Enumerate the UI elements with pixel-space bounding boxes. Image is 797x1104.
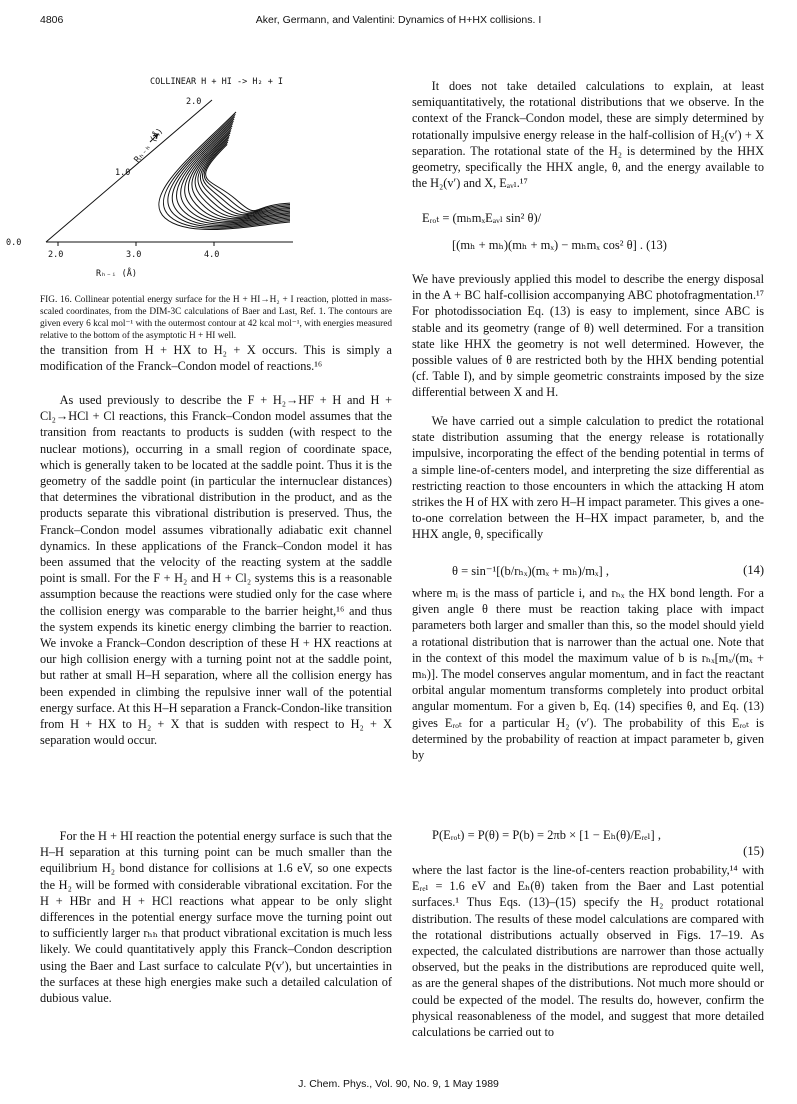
right-paragraph-5: where the last factor is the line-of-centers reaction probability,¹⁴ with Eᵣₑₗ = 1.6 eV and Eₕ(θ) taken from the Baer and Last potential surfaces.¹ Thus Eqs. (13)–(15) specify the H₂ product rotational distribution. The results of these model calculations are compared with the rotational distributions actually observed in Figs. 17–19. As expected, the calculated distributions are narrower than those actually observed, but the peaks in the distributions are reproduced quite well, as are the general shapes of the distributions. Not much more should or could be expected of the model. The results do, however, confirm the physical reasonableness of the model, and suggest that more detailed calculations be carried out to [412, 863, 764, 1040]
page-number: 4806 [40, 14, 64, 26]
x-tick-3: 3.0 [126, 250, 142, 260]
x-tick-marks [58, 242, 214, 246]
right-paragraph-3: We have carried out a simple calculation to predict the rotational state distribution assuming that the energy release is rotationally impulsive, incorporating the effect of the bending potential in terms of a simple line-of-centers model, and interpreting the size differential as restricting reaction to those encounters in which the attacking H atom strikes the H of HX with zero H–H impact parameter. This gives a one-to-one correlation between the H–HX impact parameter, b, and the HHX angle, θ, specifically [412, 414, 764, 542]
running-title: Aker, Germann, and Valentini: Dynamics of H+HX collisions. I [255, 14, 542, 26]
x-tick-4: 4.0 [204, 250, 220, 260]
y-axis-label: Rₕ₋ₕ (Å) [132, 126, 166, 165]
figure-caption: FIG. 16. Collinear potential energy surface for the H + HI→H₂ + I reaction, plotted in mass-scaled coordinates, from the DIM-3C calculations of Baer and Last, Ref. 1. The contours are given every 6 kcal mol⁻¹ with the outermost contour at 42 kcal mol⁻¹, with energies measured relative to the bottom of the asymptotic H + HI well. [40, 295, 392, 342]
x-tick-2: 2.0 [48, 250, 64, 260]
x-axis-label: Rₕ₋ᵢ (Å) [96, 269, 137, 279]
y-tick-2: 2.0 [186, 97, 202, 107]
left-paragraph-2: As used previously to describe the F + H₂→HF + H and H + Cl₂→HCl + Cl reactions, this Franck–Condon model assumes that the transition from reactants to products is sudden (with respect to the nuclear motions), occurring in a small region of coordinate space, which is generally taken to be located at the saddle point. Thus it is the geometry of the saddle point (in particular the internuclear distances) that determines the vibrational distribution in the product, and as the products separate this vibrational distribution is preserved. Thus, the Franck–Condon model assumes vibrationally adiabatic exit channel dynamics. In these applications of the Franck–Condon model it has been assumed that the velocity of the reacting system at the saddle point is small. For the F + H₂ and H + Cl₂ systems this is a reasonable assumption because the reactions were studied only for the case where the collision energy was comparable to the barrier height,¹⁶ and thus the system expends its kinetic energy climbing the barrier to reaction. We invoke a Franck–Condon description of these H + HX reactions at our high collision energy with a turning point not at the saddle point, but rather at small H–H separation, where all the collision energy has been expended in climbing the repulsive inner wall of the potential energy surface. At this H–H separation a Franck-Condon-like transition from H + HX to H₂ + X that is sudden with respect to H₂ + X separation would occur. [40, 393, 392, 748]
journal-footer: J. Chem. Phys., Vol. 90, No. 9, 1 May 1989 [298, 1078, 499, 1090]
equation-14-number: (14) [743, 563, 764, 577]
contour-line [204, 142, 290, 212]
right-paragraph-2: We have previously applied this model to describe the energy disposal in the A + BC half-collision accompanying ABC photofragmentation.¹⁷ For photodissociation Eq. (13) is easy to implement, since ABC is stable and its geometry (range of θ) well determined. For a transition state like HHX the geometry is not well determined. However, the possible values of θ are restricted both by the HHX bending potential (cf. Table I), and by simple geometric constraints imposed by the size differential between X and H. [412, 272, 764, 400]
equation-15-number: (15) [743, 844, 764, 858]
left-paragraph-3: For the H + HI reaction the potential energy surface is such that the H–H separation at this turning point can be much smaller than the equilibrium H₂ bond distance for collisions at 1.6 eV, so one expects the H₂ will be formed with considerable vibrational excitation. For the H + HBr and H + HCl reactions what appear to be only slight differences in the potential energy surface move the turning point out to sufficiently larger rₕₕ that product vibrational excitation is much less likely. We could quantitatively apply this Franck–Condon description using the Baer and Last surface to calculate P(v′), but uncertainties in the surfaces at these high energies make such a detailed calculation of dubious value. [40, 829, 392, 1006]
figure-title: COLLINEAR H + HI -> H₂ + I [150, 77, 284, 87]
right-paragraph-4: where mᵢ is the mass of particle i, and rₕₓ the HX bond length. For a given angle θ there must be reaction taking place with impact parameters both larger and smaller than this, so the model should yield a rotational distribution that is narrower than the actual one. Note that in the context of this model the maximum value of b is rₕₓ[mₓ/(mₓ + mₕ)]. The model conserves angular momentum, and in fact the reactant orbital angular momentum transforms completely into product orbital angular momentum. For a given b, Eq. (14) specifies θ, and Eq. (13) gives Eᵣₒₜ for a particular H₂ (v′). The probability of this Eᵣₒₜ is determined by the probability of reaction at impact parameter b, given by [412, 586, 764, 763]
equation-13-line-2: [(mₕ + mₕ)(mₕ + mₓ) − mₕmₓ cos² θ] . (13) [452, 238, 667, 252]
potential-contours [159, 112, 290, 229]
y-tick-0: 0.0 [6, 238, 22, 248]
contour-figure [0, 0, 400, 292]
equation-13-line-1: Eᵣₒₜ = (mₕmₓEₐᵥₗ sin² θ)/ [422, 211, 542, 225]
equation-14: θ = sin⁻¹[(b/rₕₓ)(mₓ + mₕ)/mₓ] , [452, 564, 609, 578]
y-tick-1: 1.0 [115, 168, 131, 178]
equation-15: P(Eᵣₒₜ) = P(θ) = P(b) = 2πb × [1 − Eₕ(θ)/Eᵣₑₗ] , [432, 828, 661, 842]
right-paragraph-1: It does not take detailed calculations to explain, at least semiquantitatively, the rotational distributions that we observe. In the context of the Franck–Condon model, these are simply determined by rotationally impulsive energy release in the half-collision of H₂(v′) + X separation. The rotational state of the H₂ is determined by the HHX geometry, specifically the HHX angle, θ, and the energy available to the H₂(v′) and X, Eₐᵥₗ.¹⁷ [412, 79, 764, 191]
left-paragraph-1: the transition from H + HX to H₂ + X occurs. This is simply a modification of the Franck–Condon model of reactions.¹⁶ [40, 343, 392, 374]
